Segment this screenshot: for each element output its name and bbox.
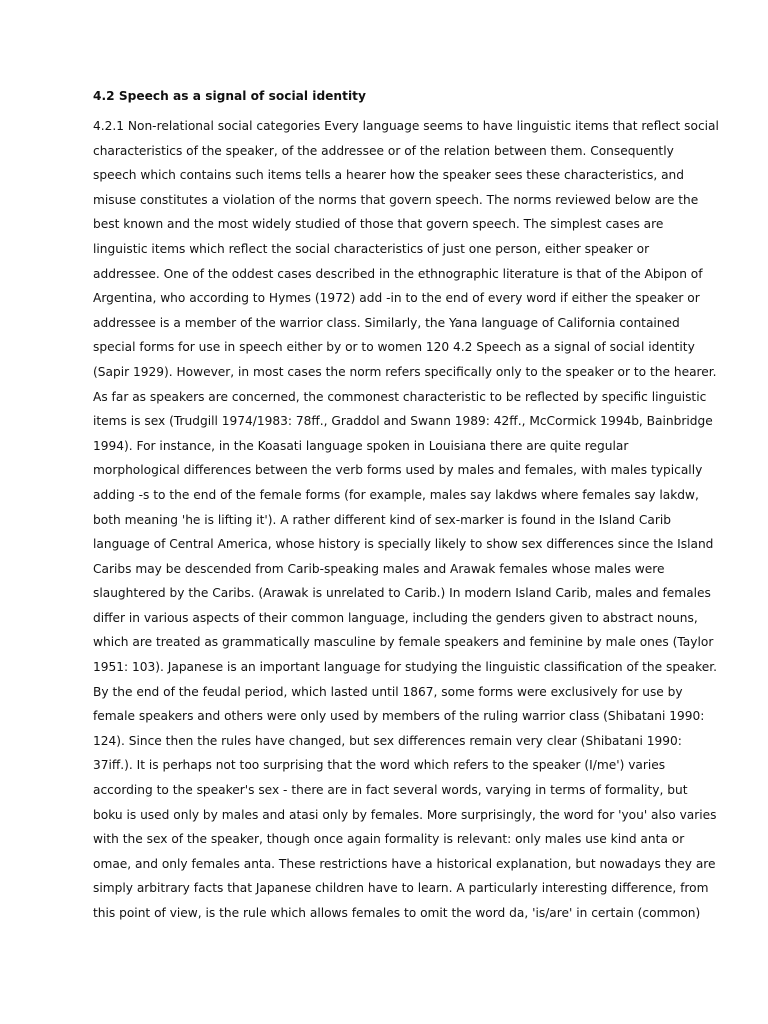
text-line: omae, and only females anta. These restrictions have a historical explanation, but nowadays they are: [93, 856, 716, 871]
text-line: 37iff.). It is perhaps not too surprising that the word which refers to the speaker (I/me') varies: [93, 758, 666, 773]
text-line: 4.2.1 Non-relational social categories Every language seems to have linguistic items that reflect social: [93, 119, 719, 133]
text-line: misuse constitutes a violation of the norms that govern speech. The norms reviewed below are the: [93, 192, 699, 207]
text-line: differ in various aspects of their common language, including the genders given to abstract nouns,: [93, 610, 698, 625]
text-line: slaughtered by the Caribs. (Arawak is unrelated to Carib.) In modern Island Carib, males and females: [93, 586, 711, 601]
text-line: language of Central America, whose history is specially likely to show sex differences since the Island: [93, 537, 714, 552]
text-line: (Sapir 1929). However, in most cases the norm refers specifically only to the speaker or to the hearer.: [93, 364, 717, 379]
text-line: 1951: 103). Japanese is an important language for studying the linguistic classification of the speaker.: [93, 660, 717, 675]
text-line: female speakers and others were only used by members of the ruling warrior class (Shibatani 1990:: [93, 709, 705, 724]
text-line: Caribs may be descended from Carib-speaking males and Arawak females whose males were: [93, 561, 665, 576]
text-line: speech which contains such items tells a hearer how the speaker sees these characteristics, and: [93, 168, 685, 183]
text-line: linguistic items which reflect the social characteristics of just one person, either speaker or: [93, 241, 650, 256]
text-line: both meaning 'he is lifting it'). A rather different kind of sex-marker is found in the Island Carib: [93, 512, 672, 527]
text-line: addressee is a member of the warrior class. Similarly, the Yana language of California contained: [93, 315, 680, 330]
text-line: according to the speaker's sex - there are in fact several words, varying in terms of formality, but: [93, 783, 688, 798]
text-line: As far as speakers are concerned, the commonest characteristic to be reflected by specific linguistic: [93, 389, 707, 404]
text-line: By the end of the feudal period, which lasted until 1867, some forms were exclusively for use by: [93, 684, 683, 699]
text-line: 124). Since then the rules have changed, but sex differences remain very clear (Shibatani 1990:: [93, 733, 682, 748]
text-line: simply arbitrary facts that Japanese children have to learn. A particularly interesting difference, from: [93, 881, 709, 896]
text-line: characteristics of the speaker, of the addressee or of the relation between them. Consequently: [93, 143, 674, 158]
text-line: Argentina, who according to Hymes (1972) add -in to the end of every word if either the speaker or: [93, 291, 700, 306]
text-line: addressee. One of the oddest cases described in the ethnographic literature is that of the Abipon of: [93, 266, 703, 281]
text-line: items is sex (Trudgill 1974/1983: 78ff., Graddol and Swann 1989: 42ff., McCormick 1994b, Bainbridge: [93, 414, 713, 429]
document-page: [93, 86, 719, 926]
text-line: this point of view, is the rule which allows females to omit the word da, 'is/are' in certain (common): [93, 906, 701, 920]
text-line: which are treated as grammatically masculine by female speakers and feminine by male ones (Taylor: [93, 635, 714, 650]
text-line: special forms for use in speech either by or to women 120 4.2 Speech as a signal of social identity: [93, 340, 695, 355]
text-line: best known and the most widely studied of those that govern speech. The simplest cases are: [93, 217, 664, 232]
body-paragraph: [93, 114, 719, 926]
text-line: boku is used only by males and atasi only by females. More surprisingly, the word for 'you' also varies: [93, 807, 717, 822]
text-line: 1994). For instance, in the Koasati language spoken in Louisiana there are quite regular: [93, 438, 629, 453]
text-line: with the sex of the speaker, though once again formality is relevant: only males use kind anta or: [93, 832, 685, 847]
section-heading: 4.2 Speech as a signal of social identity: [93, 89, 366, 103]
text-line: morphological differences between the verb forms used by males and females, with males typically: [93, 463, 703, 478]
text-line: adding -s to the end of the female forms (for example, males say lakdws where females say lakdw,: [93, 487, 699, 502]
